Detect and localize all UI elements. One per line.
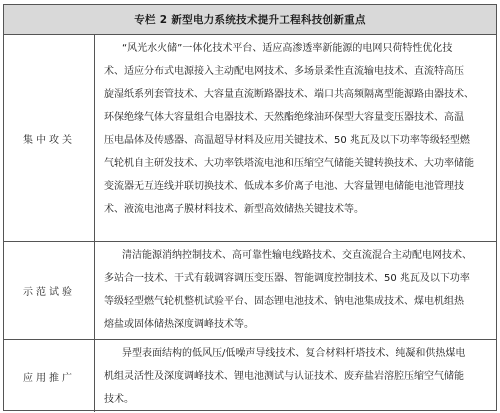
content-line: 术、液流电池离子膜材料技术、新型高效储热关键技术等。: [104, 204, 364, 215]
row-label: 应用推广: [4, 340, 95, 412]
row-content: [96, 35, 496, 241]
content-line: 气轮机自主研发技术、大功率铁塔流电池和压缩空气储能关键转换技术、大功率储能: [104, 158, 474, 169]
table-title: 专栏 2 新型电力系统技术提升工程科技创新重点: [4, 5, 496, 35]
content-line: 技术。: [104, 394, 134, 405]
key-points-table: [3, 4, 497, 411]
content-line: 压电晶体及传感器、高温超导材料及应用关键技术、50 兆瓦及以下功率等级轻型燃: [104, 135, 470, 146]
content-line: 变流器无互连线并联切换技术、低成本多价离子电池、大容量锂电储能电池管理技: [104, 181, 464, 192]
table-row-application-promotion: [4, 340, 496, 412]
row-label: 集中攻关: [4, 35, 95, 241]
content-line: 旋湿纸系列套管技术、大容量直流断路器技术、端口共高频隔离型能源路由器技术、: [104, 89, 474, 100]
table-row-demonstration-trials: [4, 242, 496, 340]
content-line: 清洁能源消纳控制技术、高可靠性输电线路技术、交直流混合主动配电网技术、: [122, 250, 472, 261]
content-line: 熔盐或固体储热深度调峰技术等。: [104, 319, 254, 330]
content-line: 多站合一技术、干式有载调容调压变压器、智能调度控制技术、50 兆瓦及以下功率: [104, 273, 470, 284]
content-line: 环保绝缘气体大容量组合电器技术、天然酯绝缘油环保型大容量变压器技术、高温: [104, 112, 464, 123]
content-line: 异型表面结构的低风压/低噪声导线技术、复合材料杆塔技术、纯凝和供热煤电: [122, 348, 466, 359]
table-row-concentrated-research: [4, 35, 496, 242]
row-content: [96, 242, 496, 339]
row-content: [96, 340, 496, 412]
content-line: 机组灵活性及深度调峰技术、锂电池测试与认证技术、废弃盐岩溶腔压缩空气储能: [104, 371, 464, 382]
content-line: “风光水火储”一体化技术平台、适应高渗透率新能源的电网只荷特性优化技: [122, 43, 453, 54]
content-line: 术、适应分布式电源接入主动配电网技术、多场景柔性直流输电技术、直流特高压: [104, 66, 464, 77]
row-label: 示范试验: [4, 242, 95, 339]
content-line: 等级轻型燃气轮机整机试验平台、固态锂电池技术、钠电池集成技术、煤电机组热: [104, 296, 464, 307]
